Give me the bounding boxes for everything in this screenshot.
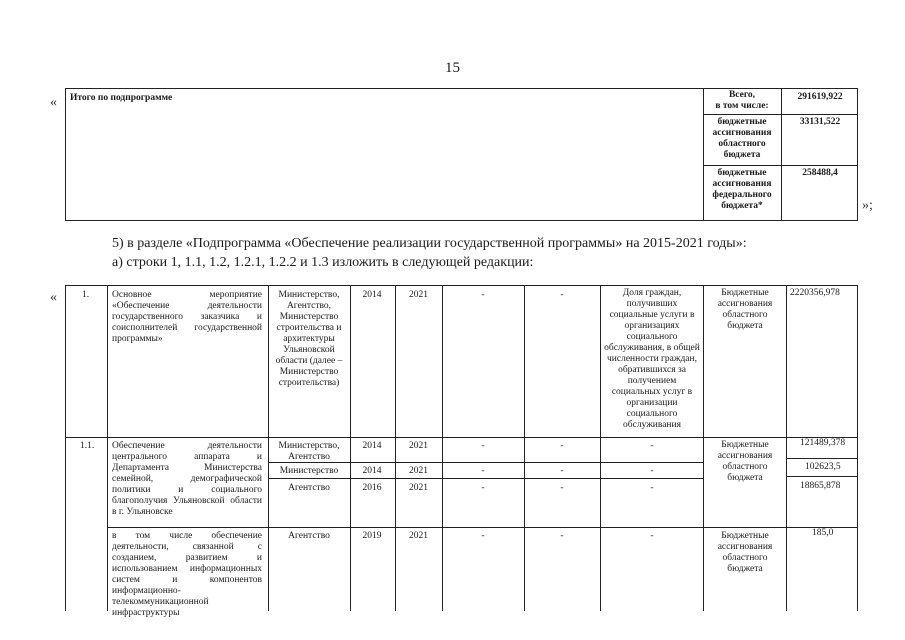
row11a-indicator: -: [650, 441, 654, 451]
summary-total-label: Всего, в том числе:: [715, 90, 769, 111]
row11b-amount: 102623,5: [805, 462, 841, 472]
row11c-start-year: 2016: [362, 483, 382, 493]
row1-name: Основное мероприятие «Обеспечение деятельности государственного заказчика и соисполнителей государственной программы»: [112, 290, 262, 344]
row11c-indicator: -: [650, 483, 654, 493]
row1-number: 1.: [82, 290, 90, 300]
subrow-end-year: 2021: [409, 531, 428, 541]
page-number: 15: [445, 60, 460, 76]
row11a-amount: 121489,378: [800, 438, 846, 448]
row11c-executor: Агентство: [288, 483, 330, 493]
row11a-dash-2: -: [560, 441, 564, 451]
row11b-start-year: 2014: [362, 466, 382, 476]
open-quote-1: «: [50, 95, 57, 110]
summary-regional-label: бюджетные ассигнования областного бюджета: [712, 117, 772, 160]
row11b-executor: Министерство: [279, 466, 339, 476]
rows-instruction: а) строки 1, 1.1, 1.2, 1.2.1, 1.2.2 и 1.3 изложить в следующей редакции:: [112, 255, 534, 270]
row11c-dash-1: -: [481, 483, 485, 493]
close-quote-1: »;: [862, 198, 873, 213]
row1-amount: 2220356,978: [790, 288, 840, 298]
row11b-indicator: -: [650, 466, 654, 476]
row11a-dash-1: -: [481, 441, 485, 451]
row11a-start-year: 2014: [362, 441, 382, 451]
row11c-end-year: 2021: [409, 483, 428, 493]
row1-dash-1: -: [481, 290, 485, 300]
subrow-dash-2: -: [560, 531, 564, 541]
section-instruction: 5) в разделе «Подпрограмма «Обеспечение реализации государственной программы» на 2015-2021 годы»:: [112, 236, 747, 251]
open-quote-2: «: [50, 290, 57, 305]
row1-executor: Министерство, Агентство, Министерство строительства и архитектуры Ульяновской области (далее – Министерство строительства): [275, 290, 343, 388]
subrow-amount: 185,0: [812, 528, 834, 538]
row11c-dash-2: -: [560, 483, 564, 493]
row11a-executor: Министерство, Агентство: [278, 441, 340, 462]
row11b-dash-1: -: [481, 466, 485, 476]
subrow-name: в том числе обеспечение деятельности, связанной с созданием, развитием и использованием информационных систем и компонентов информационно-телекоммуникационной инфраструктуры: [112, 531, 262, 618]
subrow-dash-1: -: [481, 531, 485, 541]
subrow-indicator: -: [650, 531, 654, 541]
row1-end-year: 2021: [409, 290, 428, 300]
summary-federal-label: бюджетные ассигнования федерального бюджета*: [712, 168, 772, 211]
row1-funding-source: Бюджетные ассигнования областного бюджета: [717, 288, 773, 331]
subrow-funding-source: Бюджетные ассигнования областного бюджета: [717, 531, 773, 574]
summary-regional-value: 33131,522: [799, 117, 841, 127]
row11c-amount: 18865,878: [800, 481, 841, 491]
summary-label: Итого по подпрограмме: [70, 93, 173, 103]
subrow-start-year: 2019: [362, 531, 382, 541]
summary-federal-value: 258488,4: [802, 168, 838, 178]
row11a-end-year: 2021: [409, 441, 428, 451]
row11b-dash-2: -: [560, 466, 564, 476]
row11b-end-year: 2021: [409, 466, 428, 476]
summary-total-value: 291619,922: [797, 92, 843, 102]
row1-start-year: 2014: [362, 290, 382, 300]
row11-number: 1.1.: [80, 441, 95, 451]
row1-dash-2: -: [560, 290, 564, 300]
row11-name: Обеспечение деятельности центрального аппарата и Департамента Министерства семейной, демографической политики и социального благополучия Ульяновской области в г. Ульяновске: [112, 441, 262, 517]
row1-indicator: Доля граждан, получивших социальные услуги в организациях социального обслуживания, в общей численности граждан, обратившихся за получением социальных услуг в организации социального обслуживания: [604, 288, 700, 430]
subrow-executor: Агентство: [288, 531, 330, 541]
row11-funding-source: Бюджетные ассигнования областного бюджета: [717, 440, 773, 483]
